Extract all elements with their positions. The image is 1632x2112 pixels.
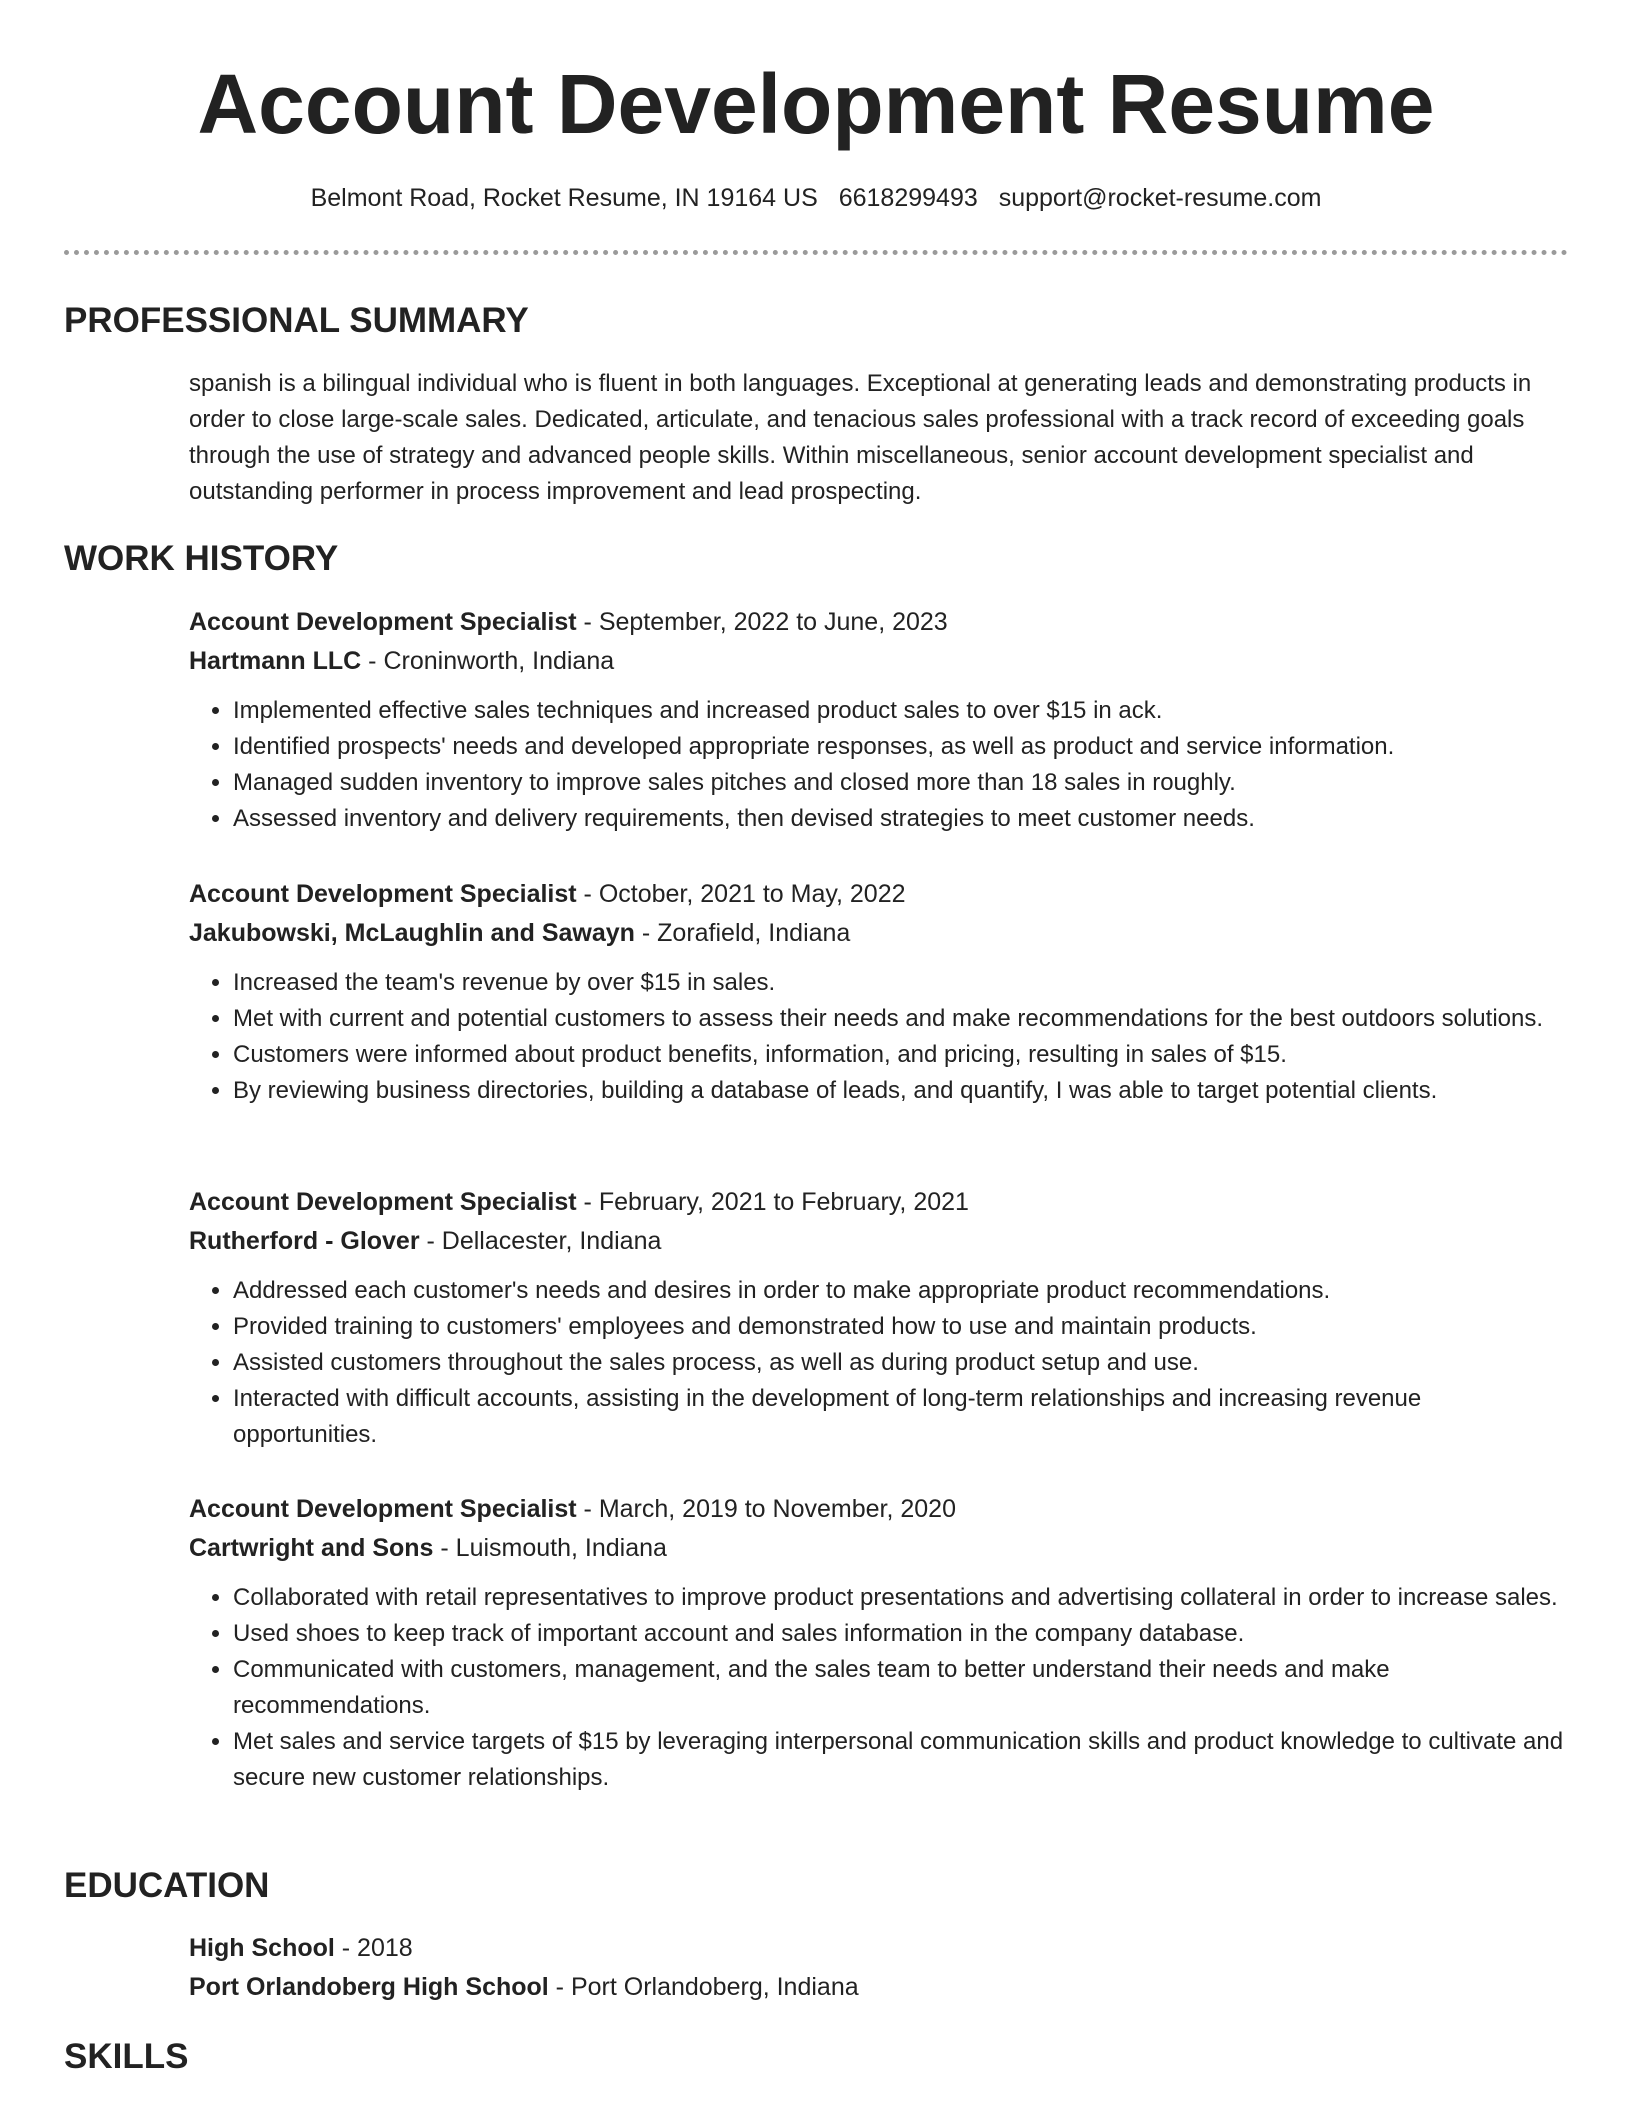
job-company-line bbox=[189, 914, 1569, 953]
job-dates: - February, 2021 to February, 2021 bbox=[576, 1188, 969, 1216]
job-company-line bbox=[189, 1529, 1569, 1568]
job-company: Cartwright and Sons bbox=[189, 1534, 434, 1562]
job-title-line bbox=[189, 1490, 1569, 1529]
resume-title: Account Development Resume bbox=[197, 57, 1435, 151]
job-company: Rutherford - Glover bbox=[189, 1227, 420, 1255]
job-location: - Luismouth, Indiana bbox=[433, 1534, 667, 1562]
job-bullets bbox=[189, 1273, 1569, 1453]
job-title: Account Development Specialist bbox=[189, 880, 577, 908]
contact-address: Belmont Road, Rocket Resume, IN 19164 US bbox=[310, 184, 818, 212]
job-bullet: • Communicated with customers, management, and the sales team to better understand their needs and make recommendations. bbox=[233, 1652, 1569, 1724]
job-title-line bbox=[189, 875, 1569, 914]
contact-phone: 6618299493 bbox=[838, 184, 978, 212]
job-dates: - March, 2019 to November, 2020 bbox=[576, 1495, 956, 1523]
job-title: Account Development Specialist bbox=[189, 1188, 577, 1216]
job-bullets bbox=[189, 1580, 1569, 1796]
education-entry bbox=[189, 1929, 1569, 2007]
header-divider bbox=[64, 250, 1568, 255]
education-location: - Port Orlandoberg, Indiana bbox=[548, 1973, 859, 2001]
education-degree-line bbox=[189, 1929, 1569, 1968]
education-year: - 2018 bbox=[334, 1934, 413, 1962]
job-title-line bbox=[189, 1183, 1569, 1222]
contact-line bbox=[0, 180, 1632, 216]
job-company-line bbox=[189, 1222, 1569, 1261]
job-bullet: • Identified prospects' needs and developed appropriate responses, as well as product and service information. bbox=[233, 729, 1569, 765]
job-dates: - September, 2022 to June, 2023 bbox=[576, 608, 948, 636]
job-entry-4 bbox=[189, 1490, 1569, 1796]
job-title: Account Development Specialist bbox=[189, 608, 577, 636]
job-entry-1 bbox=[189, 603, 1569, 837]
job-bullet: • Used shoes to keep track of important account and sales information in the company database. bbox=[233, 1616, 1569, 1652]
job-bullet: • Collaborated with retail representatives to improve product presentations and advertising collateral in order to increase sales. bbox=[233, 1580, 1569, 1616]
education-heading: EDUCATION bbox=[64, 1866, 270, 1905]
job-location: - Croninworth, Indiana bbox=[361, 647, 615, 675]
job-location: - Dellacester, Indiana bbox=[419, 1227, 662, 1255]
job-bullet: • Implemented effective sales techniques and increased product sales to over $15 in ack. bbox=[233, 693, 1569, 729]
job-bullet: • Assisted customers throughout the sales process, as well as during product setup and use. bbox=[233, 1345, 1569, 1381]
education-school-line bbox=[189, 1968, 1569, 2007]
job-bullet: • Interacted with difficult accounts, assisting in the development of long-term relationships and increasing revenue opportunities. bbox=[233, 1381, 1569, 1453]
job-location: - Zorafield, Indiana bbox=[634, 919, 851, 947]
job-title-line bbox=[189, 603, 1569, 642]
job-company: Hartmann LLC bbox=[189, 647, 362, 675]
job-bullets bbox=[189, 693, 1569, 837]
summary-heading: PROFESSIONAL SUMMARY bbox=[64, 301, 529, 340]
job-entry-2 bbox=[189, 875, 1569, 1109]
skills-heading: SKILLS bbox=[64, 2037, 189, 2076]
job-bullet: • Assessed inventory and delivery requirements, then devised strategies to meet customer needs. bbox=[233, 801, 1569, 837]
job-entry-3 bbox=[189, 1183, 1569, 1453]
job-bullet: • By reviewing business directories, building a database of leads, and quantify, I was able to target potential clients. bbox=[233, 1073, 1569, 1109]
summary-text: spanish is a bilingual individual who is fluent in both languages. Exceptional at generating leads and demonstrating products in order to close large-scale sales. Dedicated, articulate, and tenacious sales professional with a track record of exceeding goals through the use of strategy and advanced people skills. Within miscellaneous, senior account development specialist and outstanding performer in process improvement and lead prospecting. bbox=[189, 370, 1532, 505]
work-history-heading: WORK HISTORY bbox=[64, 539, 339, 578]
job-bullet: • Customers were informed about product benefits, information, and pricing, resulting in sales of $15. bbox=[233, 1037, 1569, 1073]
job-company-line bbox=[189, 642, 1569, 681]
job-bullet: • Addressed each customer's needs and desires in order to make appropriate product recommendations. bbox=[233, 1273, 1569, 1309]
job-bullet: • Managed sudden inventory to improve sales pitches and closed more than 18 sales in roughly. bbox=[233, 765, 1569, 801]
education-school: Port Orlandoberg High School bbox=[189, 1973, 549, 2001]
job-dates: - October, 2021 to May, 2022 bbox=[576, 880, 906, 908]
job-bullet: • Met with current and potential customers to assess their needs and make recommendations for the best outdoors solutions. bbox=[233, 1001, 1569, 1037]
contact-email: support@rocket-resume.com bbox=[998, 184, 1322, 212]
job-company: Jakubowski, McLaughlin and Sawayn bbox=[189, 919, 635, 947]
job-title: Account Development Specialist bbox=[189, 1495, 577, 1523]
job-bullet: • Provided training to customers' employees and demonstrated how to use and maintain products. bbox=[233, 1309, 1569, 1345]
job-bullets bbox=[189, 965, 1569, 1109]
job-bullet: • Increased the team's revenue by over $15 in sales. bbox=[233, 965, 1569, 1001]
education-degree: High School bbox=[189, 1934, 335, 1962]
job-bullet: • Met sales and service targets of $15 by leveraging interpersonal communication skills and product knowledge to cultivate and secure new customer relationships. bbox=[233, 1724, 1569, 1796]
